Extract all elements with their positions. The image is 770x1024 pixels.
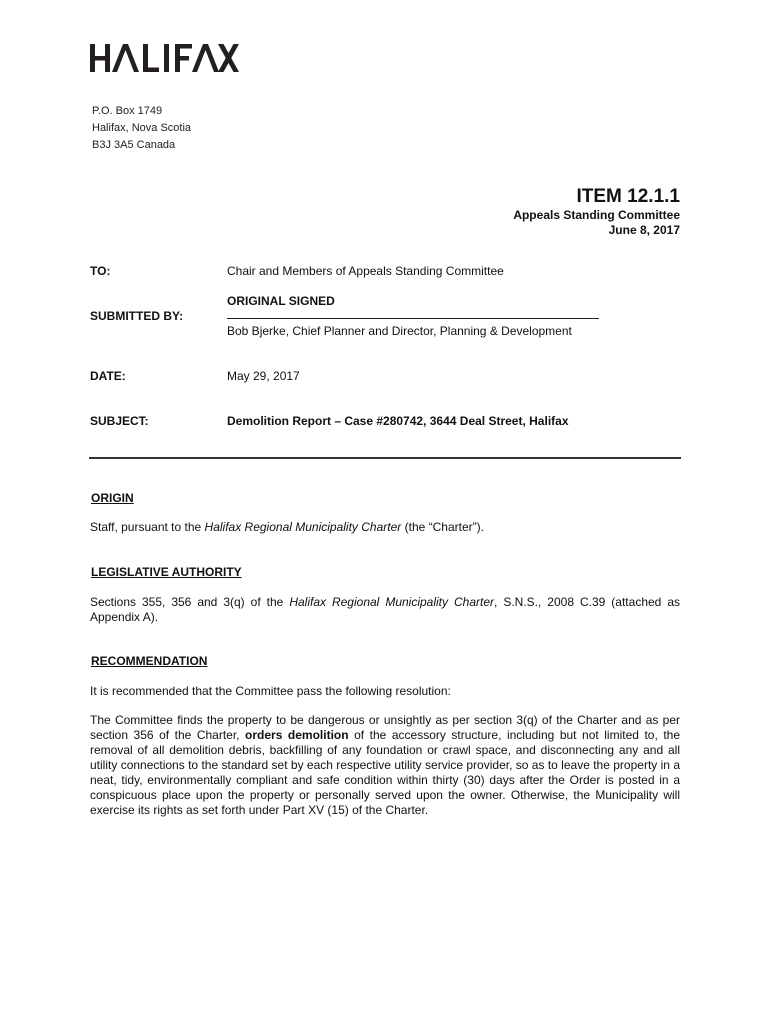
- original-signed: ORIGINAL SIGNED: [227, 294, 335, 308]
- origin-text-part: Staff, pursuant to the: [90, 520, 205, 534]
- charter-title: Halifax Regional Municipality Charter: [289, 595, 494, 609]
- subject-value: Demolition Report – Case #280742, 3644 Deal Street, Halifax: [227, 414, 569, 428]
- address-line: P.O. Box 1749: [92, 105, 163, 117]
- charter-title: Halifax Regional Municipality Charter: [204, 520, 402, 534]
- legislative-authority-text: [90, 595, 680, 625]
- recommendation-heading: RECOMMENDATION: [91, 654, 208, 668]
- resolution-text-part: of the accessory structure, including but not limited to, the removal of all demolition debris, backfilling of any foundation or crawl space, and disconnecting any and all utility connections to the standard set by each respective utility service provider, so as to leave the property in a neat, tidy, environmentally compliant and safe condition within thirty (30) days after the Order is posted in a conspicuous place upon the property or personally served upon the owner. Otherwise, the Municipality will exercise its rights as set forth under Part XV (15) of the Charter.: [90, 728, 680, 817]
- resolution-text-part: The Committee finds the property to be dangerous or unsightly as per section 3(q) of the Charter and as per section 356 of the Charter,: [90, 713, 680, 742]
- origin-text-part: (the “Charter”).: [401, 520, 484, 534]
- date-value: May 29, 2017: [227, 369, 300, 383]
- to-label: TO:: [90, 264, 111, 278]
- address-line: B3J 3A5 Canada: [92, 139, 176, 151]
- date-label: DATE:: [90, 369, 126, 383]
- item-number: ITEM 12.1.1: [576, 186, 680, 207]
- item-header: [513, 186, 680, 238]
- recommendation-resolution: [90, 713, 680, 818]
- origin-heading: ORIGIN: [91, 491, 134, 505]
- mailing-address: [92, 103, 191, 154]
- divider: [89, 457, 681, 459]
- recommendation-intro: It is recommended that the Committee pass the following resolution:: [90, 684, 451, 698]
- orders-demolition-text: orders demolition: [245, 728, 349, 742]
- submitted-by-value: Bob Bjerke, Chief Planner and Director, Planning & Development: [227, 324, 572, 338]
- halifax-logo: [90, 42, 240, 74]
- subject-label: SUBJECT:: [90, 414, 149, 428]
- meeting-date: June 8, 2017: [608, 223, 680, 237]
- to-value: Chair and Members of Appeals Standing Committee: [227, 264, 504, 278]
- signature-line: [227, 318, 599, 319]
- origin-text: [90, 520, 680, 535]
- legislative-authority-heading: LEGISLATIVE AUTHORITY: [91, 565, 242, 579]
- address-line: Halifax, Nova Scotia: [92, 122, 192, 134]
- legislative-text-part: Sections 355, 356 and 3(q) of the: [90, 595, 290, 609]
- committee-name: Appeals Standing Committee: [513, 208, 680, 222]
- submitted-by-label: SUBMITTED BY:: [90, 309, 184, 323]
- legislative-text-part: , S.N.S., 2008 C.39 (attached as Appendix A).: [90, 595, 680, 624]
